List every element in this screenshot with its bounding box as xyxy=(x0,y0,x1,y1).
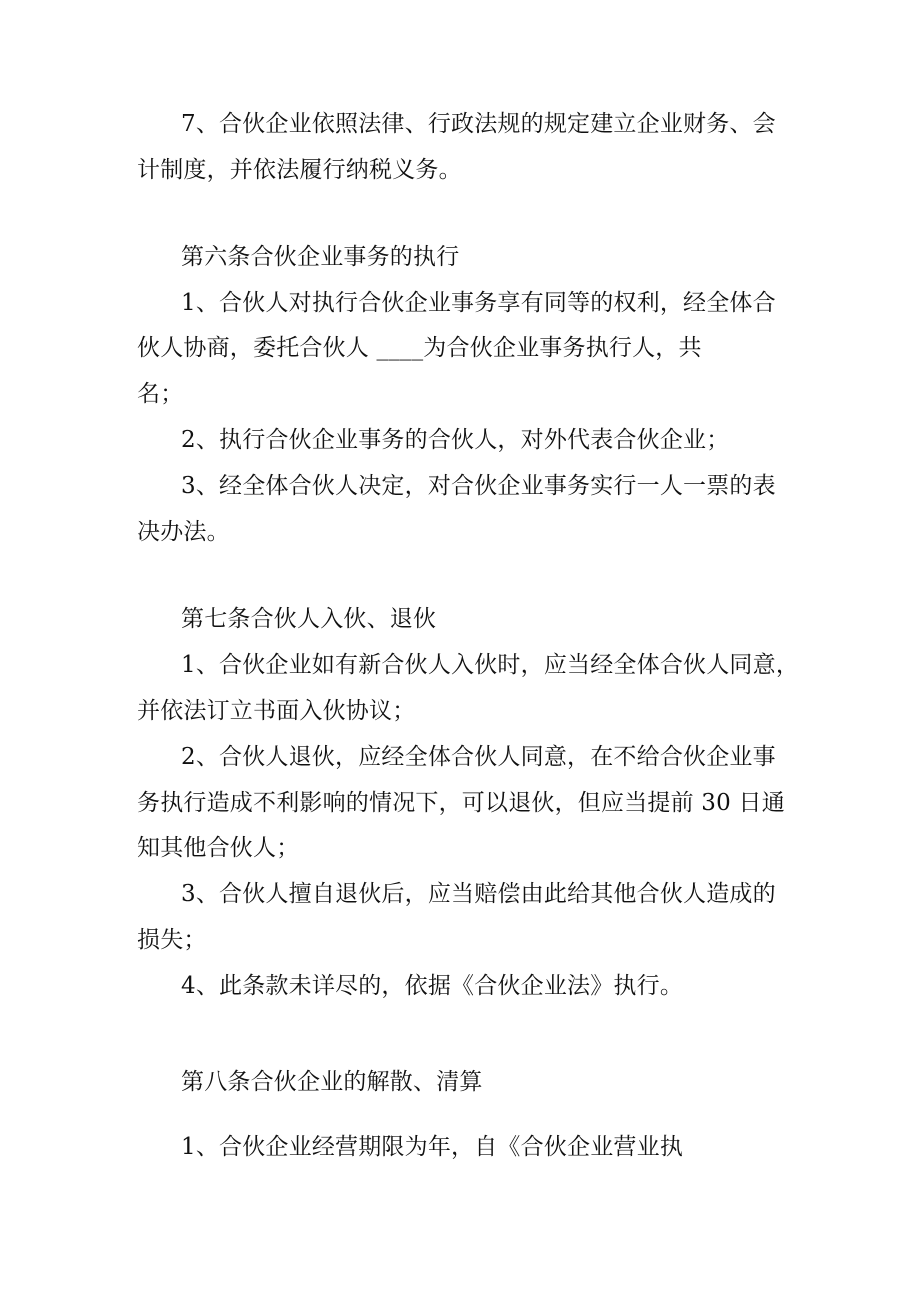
clause-8-heading: 第八条合伙企业的解散、清算 xyxy=(181,1069,483,1095)
clause-6-item-1-line-2: 伙人协商，委托合伙人 ____为合伙企业事务执行人，共 xyxy=(137,335,702,361)
clause-5-item-7-line-2: 计制度，并依法履行纳税义务。 xyxy=(137,157,462,183)
clause-7-item-3-line-1: 3、合伙人擅自退伙后，应当赔偿由此给其他合伙人造成的 xyxy=(181,881,776,907)
clause-5-item-7-line-1: 7、合伙企业依照法律、行政法规的规定建立企业财务、会 xyxy=(181,111,776,137)
clause-7-item-2-line-2: 务执行造成不利影响的情况下，可以退伙，但应当提前 30 日通 xyxy=(137,790,785,816)
clause-6-item-1-line-1: 1、合伙人对执行合伙企业事务享有同等的权利，经全体合 xyxy=(181,290,776,316)
clause-6-item-3-line-1: 3、经全体合伙人决定，对合伙企业事务实行一人一票的表 xyxy=(181,473,776,499)
clause-6-item-2: 2、执行合伙企业事务的合伙人，对外代表合伙企业； xyxy=(181,427,730,453)
clause-7-heading: 第七条合伙人入伙、退伙 xyxy=(181,606,437,632)
clause-7-item-2-line-3: 知其他合伙人； xyxy=(137,835,300,861)
clause-8-item-1-line-1: 1、合伙企业经营期限为年，自《合伙企业营业执 xyxy=(181,1134,684,1160)
clause-7-item-4: 4、此条款未详尽的，依据《合伙企业法》执行。 xyxy=(181,973,684,999)
clause-6-item-1-line-3: 名； xyxy=(137,381,184,407)
clause-7-item-3-line-2: 损失； xyxy=(137,927,207,953)
clause-7-item-1-line-2: 并依法订立书面入伙协议； xyxy=(137,698,416,724)
clause-6-item-3-line-2: 决办法。 xyxy=(137,519,230,545)
clause-7-item-1-line-1: 1、合伙企业如有新合伙人入伙时，应当经全体合伙人同意， xyxy=(181,652,800,678)
clause-6-heading: 第六条合伙企业事务的执行 xyxy=(181,244,460,270)
clause-7-item-2-line-1: 2、合伙人退伙，应经全体合伙人同意，在不给合伙企业事 xyxy=(181,744,776,770)
